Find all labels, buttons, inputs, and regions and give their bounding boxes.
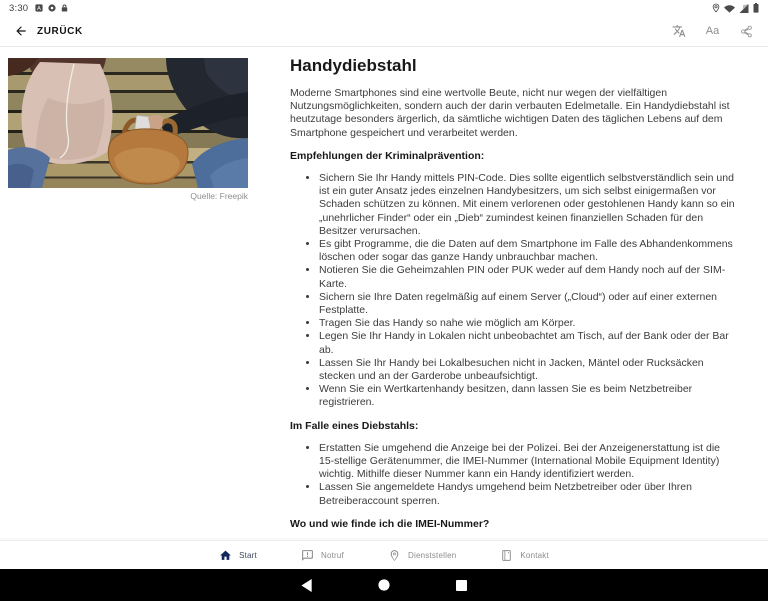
back-button[interactable] bbox=[14, 24, 83, 38]
list-item: • Legen Sie Ihr Handy in Lokalen nicht unbeobachtet am Tisch, auf der Bank oder der Bar ab. bbox=[319, 330, 735, 356]
cell-signal-icon bbox=[739, 4, 749, 13]
app-notification-lock-icon bbox=[61, 4, 68, 12]
back-arrow-icon bbox=[14, 24, 28, 38]
android-recents-button[interactable] bbox=[454, 578, 468, 592]
list-item: • Tragen Sie das Handy so nahe wie möglich am Körper. bbox=[319, 317, 735, 330]
back-label: ZURÜCK bbox=[37, 25, 83, 37]
back-triangle-icon bbox=[301, 579, 313, 592]
section-heading-imei: Wo und wie finde ich die IMEI-Nummer? bbox=[290, 517, 490, 530]
bottom-tab-bar bbox=[0, 540, 768, 569]
emergency-call-icon bbox=[301, 549, 314, 562]
share-icon[interactable] bbox=[739, 24, 754, 39]
article-media-column bbox=[0, 47, 290, 540]
tab-label: Start bbox=[239, 550, 257, 560]
list-item: • Lassen Sie Ihr Handy bei Lokalbesuchen nicht in Jacken, Mäntel oder Rucksäcken stecken und an der Garderobe unbeaufsichtigt. bbox=[319, 357, 735, 383]
theft-case-bullet-list bbox=[290, 442, 735, 508]
list-item: • Sichern sie Ihre Daten regelmäßig auf einem Server („Cloud“) oder auf einer externen Festplatte. bbox=[319, 291, 735, 317]
android-back-button[interactable] bbox=[300, 578, 314, 592]
toolbar bbox=[0, 16, 768, 47]
list-item: • Lassen Sie angemeldete Handys umgehend beim Netzbetreiber oder über Ihren Betreiberaccount sperren. bbox=[319, 481, 735, 507]
android-navigation-bar bbox=[0, 569, 768, 601]
list-item: • Es gibt Programme, die die Daten auf dem Smartphone im Falle des Abhandenkommens löschen oder sogar das ganze Handy unbrauchbar machen. bbox=[319, 238, 735, 264]
recents-square-icon bbox=[456, 580, 467, 591]
location-icon bbox=[712, 3, 720, 13]
prevention-bullet-list bbox=[290, 172, 735, 410]
section-heading-theft-case: Im Falle eines Diebstahls: bbox=[290, 419, 419, 432]
tab-label: Dienststellen bbox=[407, 550, 457, 560]
list-item: • Notieren Sie die Geheimzahlen PIN oder PUK weder auf dem Handy noch auf der SIM-Karte. bbox=[319, 264, 735, 290]
article-content bbox=[0, 47, 768, 540]
list-item: • Sichern Sie Ihr Handy mittels PIN-Code. Dies sollte eigentlich selbstverständlich sein und ist ein guter Ansatz jedes einzelnen Handybesitzers, um sich selbst einigermaßen vor Schaden schützen zu können. Mit einem verlorenen oder gestohlenen Handy kann so ein „unehrlicher Finder“ oder ein „Dieb“ zumindest keinen finanziellen Schaden für den Besitzer verursachen. bbox=[319, 172, 735, 238]
wifi-icon bbox=[724, 4, 735, 13]
app-notification-square-icon bbox=[35, 4, 43, 12]
article-title: Handydiebstahl bbox=[290, 56, 417, 75]
tab-kontakt[interactable] bbox=[500, 549, 549, 562]
article-photo-pickpocket-scene bbox=[8, 58, 248, 188]
toolbar-actions bbox=[671, 24, 754, 39]
text-size-icon[interactable]: Aa bbox=[705, 25, 720, 37]
article-intro: Moderne Smartphones sind eine wertvolle Beute, nicht nur wegen der vielfältigen Nutzungsmöglichkeiten, sondern auch der darin verbauten Edelmetalle. Ein Handydiebstahl ist heutzutage besonders ärgerlich, da sämtliche wichtigen Daten des täglichen Lebens auf dem Smartphone gespeichert und verarbeitet werden. bbox=[290, 87, 730, 139]
home-circle-icon bbox=[378, 579, 390, 591]
android-home-button[interactable] bbox=[377, 578, 391, 592]
contact-book-icon bbox=[500, 549, 513, 562]
system-status-icons bbox=[712, 3, 759, 13]
list-item: • Erstatten Sie umgehend die Anzeige bei der Polizei. Bei der Anzeigenerstattung ist die 15-stellige Gerätenummer, die IMEI-Nummer (International Mobile Equipment Identity) wichtig. Mithilfe dieser Nummer kann ein Handy identifiziert werden. bbox=[319, 442, 735, 482]
photo-illustration bbox=[8, 58, 248, 188]
article-text-column bbox=[290, 47, 768, 540]
tab-notruf[interactable] bbox=[301, 549, 344, 562]
tab-label: Kontakt bbox=[520, 550, 549, 560]
tab-dienststellen[interactable] bbox=[388, 549, 456, 562]
tab-start[interactable] bbox=[219, 549, 257, 562]
status-time: 3:30 bbox=[9, 2, 29, 14]
section-heading-prevention: Empfehlungen der Kriminalprävention: bbox=[290, 149, 485, 162]
translate-icon[interactable] bbox=[671, 24, 686, 39]
home-icon bbox=[219, 549, 232, 562]
tab-label: Notruf bbox=[320, 550, 344, 560]
svg-text:A: A bbox=[37, 6, 42, 13]
location-pin-icon bbox=[388, 549, 401, 562]
photo-caption: Quelle: Freepik bbox=[190, 191, 248, 201]
app-notification-circle-icon bbox=[48, 4, 56, 12]
list-item: • Wenn Sie ein Wertkartenhandy besitzen, dann lassen Sie es beim Netzbetreiber registrieren. bbox=[319, 383, 735, 409]
notification-icons bbox=[35, 4, 68, 12]
status-bar bbox=[0, 0, 768, 16]
battery-icon bbox=[753, 3, 759, 13]
